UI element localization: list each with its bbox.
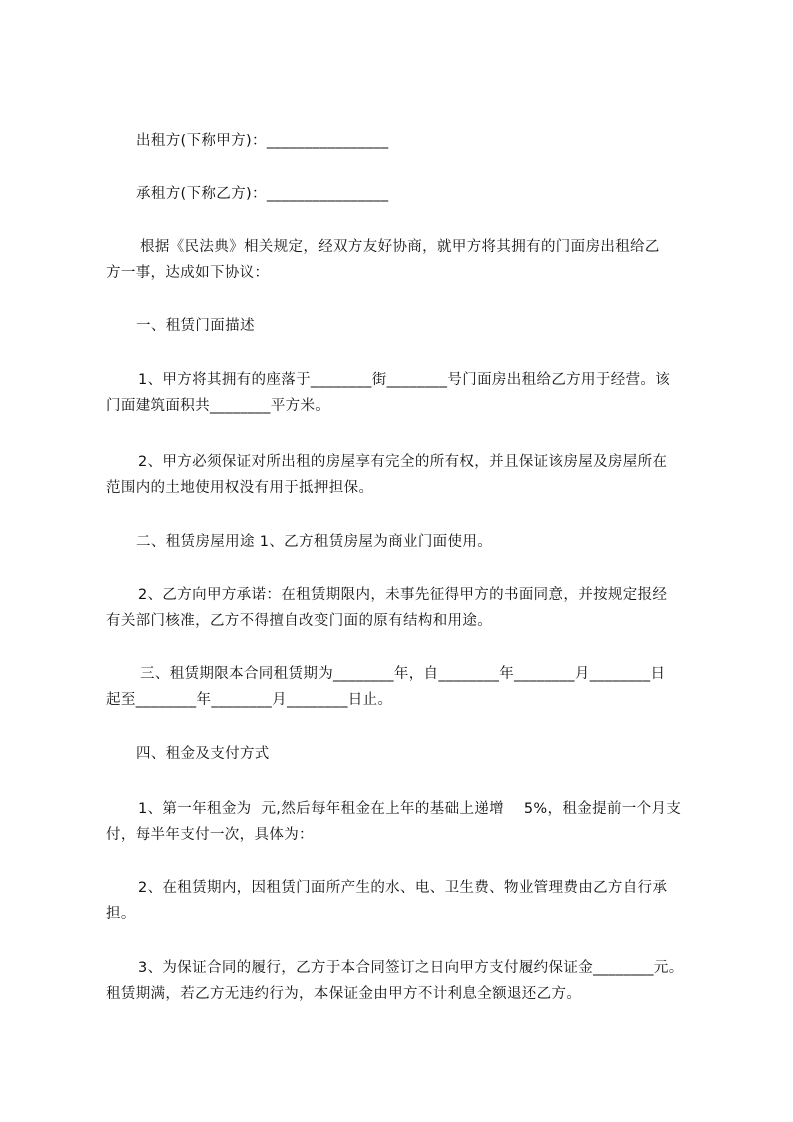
clause-2-2-line-2: 有关部门核准，乙方不得擅自改变门面的原有结构和用途。	[106, 613, 493, 629]
clause-4-2-line-2: 担。	[106, 906, 136, 922]
clause-1-2-line-2: 范围内的土地使用权没有用于抵押担保。	[106, 480, 374, 496]
clause-1-1-line-2: 门面建筑面积共________平方米。	[106, 398, 331, 414]
clause-4-3-line-1: 3、为保证合同的履行，乙方于本合同签订之日向甲方支付履约保证金________元。	[138, 960, 684, 976]
section-3-line-2: 起至________年________月________日止。	[106, 692, 393, 708]
section-4-heading: 四、租金及支付方式	[136, 746, 270, 762]
clause-4-1-line-1: 1、第一年租金为 元,然后每年租金在上年的基础上递增 5%，租金提前一个月支	[138, 801, 682, 817]
section-2-line: 二、租赁房屋用途 1、乙方租赁房屋为商业门面使用。	[136, 534, 493, 550]
clause-4-1-line-2: 付，每半年支付一次，具体为：	[106, 827, 314, 843]
section-3-line-1: 三、租赁期限本合同租赁期为________年，自________年________月________日	[140, 666, 666, 682]
section-1-heading: 一、租赁门面描述	[136, 318, 255, 334]
clause-1-2-line-1: 2、甲方必须保证对所出租的房屋享有完全的所有权，并且保证该房屋及房屋所在	[138, 454, 668, 470]
clause-2-2-line-1: 2、乙方向甲方承诺：在租赁期限内，未事先征得甲方的书面同意，并按规定报经	[138, 587, 668, 603]
lessor-line: 出租方(下称甲方)：________________	[136, 133, 389, 149]
clause-4-3-line-2: 租赁期满，若乙方无违约行为，本保证金由甲方不计利息全额退还乙方。	[106, 986, 582, 1002]
clause-4-2-line-1: 2、在租赁期内，因租赁门面所产生的水、电、卫生费、物业管理费由乙方自行承	[138, 880, 668, 896]
clause-1-1-line-1: 1、甲方将其拥有的座落于________街________号门面房出租给乙方用于经营。该	[138, 372, 671, 388]
lessee-line: 承租方(下称乙方)：________________	[136, 186, 389, 202]
preamble-line-2: 方一事，达成如下协议：	[106, 265, 270, 281]
preamble-line-1: 根据《民法典》相关规定，经双方友好协商，就甲方将其拥有的门面房出租给乙	[140, 239, 660, 255]
